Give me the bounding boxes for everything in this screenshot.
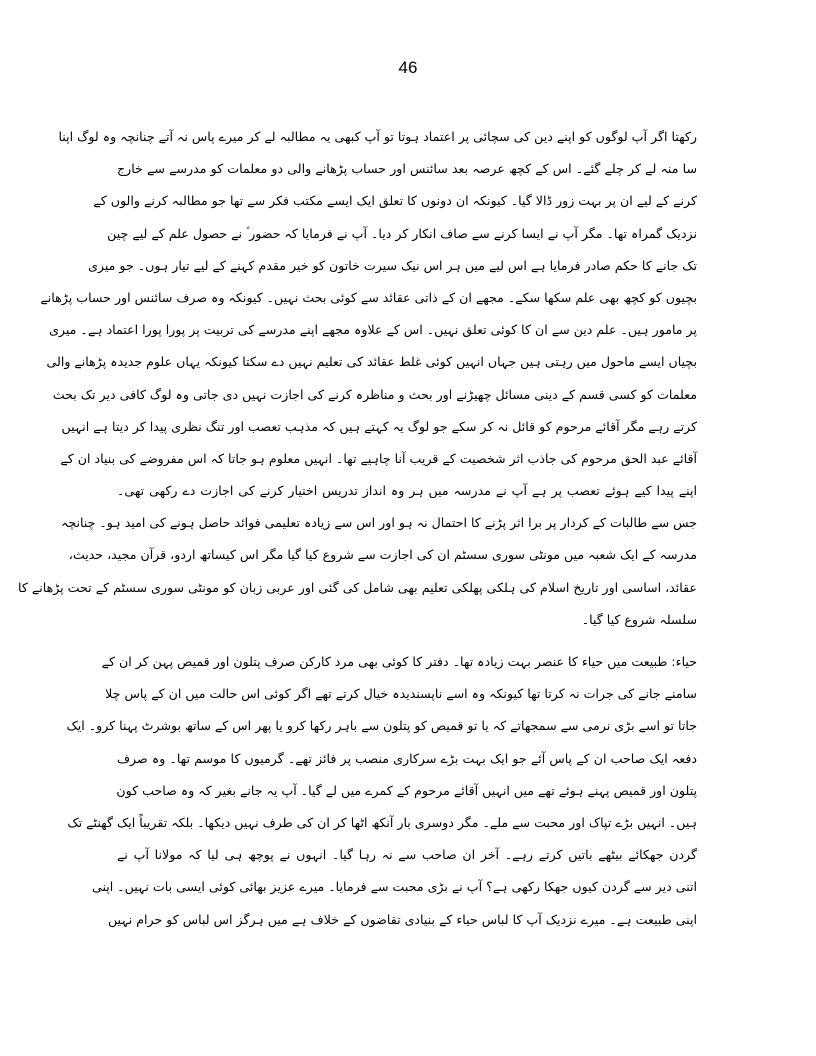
text-line: ہیں۔ انہیں بڑے تپاک اور محبت سے ملے۔ مگر دوسری بار آنکھ اٹھا کر ان کی طرف نہیں دیکھا۔ بلکہ تقریباً ایک گھنٹے تک	[67, 814, 697, 830]
text-line: سا منہ لے کر چلے گئے۔ اس کے کچھ عرصہ بعد سائنس اور حساب پڑھانے والی دو معلمات کو مدرسے سے خارج	[117, 161, 697, 177]
text-line: پر مامور ہیں۔ علم دین سے ان کا کوئی تعلق نہیں۔ اس کے علاوہ مجھے اپنے مدرسے کی تربیت پر پورا پورا اعتماد ہے۔ میری	[49, 322, 697, 338]
text-line: مدرسہ کے ایک شعبہ میں مونٹی سوری سسٹم ان کی اجازت سے شروع کیا گیا مگر اس کیساتھ اردو، قرآن مجید، حدیث،	[68, 547, 697, 563]
text-line: اپنے پیدا کیے ہوئے تعصب پر ہے آپ نے مدرسہ میں ہر وہ انداز تدریس اختیار کرنے کی اجازت دے رکھی تھی۔	[117, 483, 697, 499]
text-line: تک جانے کا حکم صادر فرمایا ہے اس لیے میں ہر اس نیک سیرت خاتون کو خیر مقدم کہنے کے لیے تیار ہوں۔ جو میری	[88, 257, 697, 273]
paragraph-modesty	[66, 646, 697, 936]
text-line: دفعہ ایک صاحب ان کے پاس آئے جو ایک بہت بڑے سرکاری منصب پر فائز تھے۔ گرمیوں کا موسم تھا۔ وہ صرف	[117, 750, 697, 766]
body-text	[18, 121, 697, 936]
text-line: جس سے طالبات کے کردار پر برا اثر پڑنے کا احتمال نہ ہو اور اس سے زیادہ تعلیمی فوائد حاصل ہونے کی امید ہو۔ چنانچہ	[60, 515, 697, 531]
text-line: معلمات کو کسی قسم کے دینی مسائل چھیڑنے اور بحث و مناظرہ کرنے کی اجازت نہیں دی جاتی وہ لوگ کافی دیر تک بحث	[52, 386, 697, 402]
text-line: پتلون اور قمیص پہنے ہوئے تھے میں انہیں آقائے مرحوم کے کمرے میں لے گیا۔ آپ یہ جانے بغیر کہ وہ صاحب کون	[116, 782, 697, 798]
paragraph-gap	[117, 636, 697, 646]
page-number: 46	[398, 58, 418, 77]
text-line: کرتے رہے مگر آقائے مرحوم کو قائل نہ کر سکے جو لوگ یہ کہتے ہیں کہ مذہب تعصب اور تنگ نظری پیدا کر دیتا ہے انہیں	[61, 418, 697, 434]
text-line: عقائد، اساسی اور تاریخ اسلام کی ہلکی پھلکی تعلیم بھی شامل کی گئی اور عربی زبان کو مونٹی سوری سسٹم کے تحت پڑھانے کا	[18, 579, 697, 595]
text-line: رکھتا اگر آپ لوگوں کو اپنے دین کی سچائی پر اعتماد ہوتا تو آپ کبھی یہ مطالبہ لے کر میرے پاس نہ آتے چنانچہ وہ لوگ اپنا	[58, 129, 697, 144]
text-line: سلسلہ شروع کیا گیا۔	[581, 611, 697, 627]
text-line: گردن جھکائے بیٹھے باتیں کرتے رہے۔ آخر ان صاحب سے نہ رہا گیا۔ انہوں نے پوچھ ہی لیا کہ مولانا آپ نے	[117, 847, 697, 863]
text-line: اپنی طبیعت ہے۔ میرے نزدیک آپ کا لباس حیاء کے بنیادی تقاضوں کے خلاف ہے میں ہرگز اس لباس کو حرام نہیں	[107, 911, 697, 927]
text-line: اتنی دیر سے گردن کیوں جھکا رکھی ہے؟ آپ نے بڑی محبت سے فرمایا۔ میرے عزیز بھائی کوئی ایسی بات نہیں۔ اپنی	[91, 879, 697, 895]
text-line: جاتا تو اسے بڑی نرمی سے سمجھاتے کہ یا تو قمیص کو پتلون سے باہر رکھا کرو یا پھر اس کے ساتھ بوشرٹ پہنا کرو۔ ایک	[66, 718, 697, 734]
text-line: نزدیک گمراہ تھا۔ مگر آپ نے ایسا کرنے سے صاف انکار کر دیا۔ آپ نے فرمایا کہ حضور ؐ نے حصول علم کے لیے چین	[107, 225, 697, 241]
text-line: آقائے عبد الحق مرحوم کی جاذب اثر شخصیت کے قریب آنا چاہیے تھا۔ انہیں معلوم ہو جاتا کہ اس مفروضے کی بنیاد ان کے	[60, 450, 697, 466]
text-line: حیاء: طبیعت میں حیاء کا عنصر بہت زیادہ تھا۔ دفتر کا کوئی بھی مرد کارکن صرف پتلون اور قمیص پہن کر ان کے	[101, 654, 697, 669]
paragraph-education	[18, 121, 697, 636]
text-line: سامنے جانے کی جرات نہ کرتا تھا کیونکہ وہ اسے ناپسندیدہ خیال کرتے تھے اگر کوئی اس حالت میں ان کے پاس چلا	[105, 686, 697, 702]
text-line: بچیوں کو کچھ بھی علم سکھا سکے۔ مجھے ان کے ذاتی عقائد سے کوئی بحث نہیں۔ کیونکہ وہ صرف سائنس اور حساب پڑھانے	[40, 289, 697, 305]
text-line: کرنے کے لیے ان پر بہت زور ڈالا گیا۔ کیونکہ ان دونوں کا تعلق ایک ایسے مکتب فکر سے تھا جو مطالبہ کرنے والوں کے	[93, 193, 697, 209]
text-line: بچیاں ایسے ماحول میں رہتی ہیں جہاں انہیں کوئی غلط عقائد کی تعلیم نہیں دے سکتا کیونکہ یہاں علوم جدیدہ پڑھانے والی	[46, 354, 697, 370]
